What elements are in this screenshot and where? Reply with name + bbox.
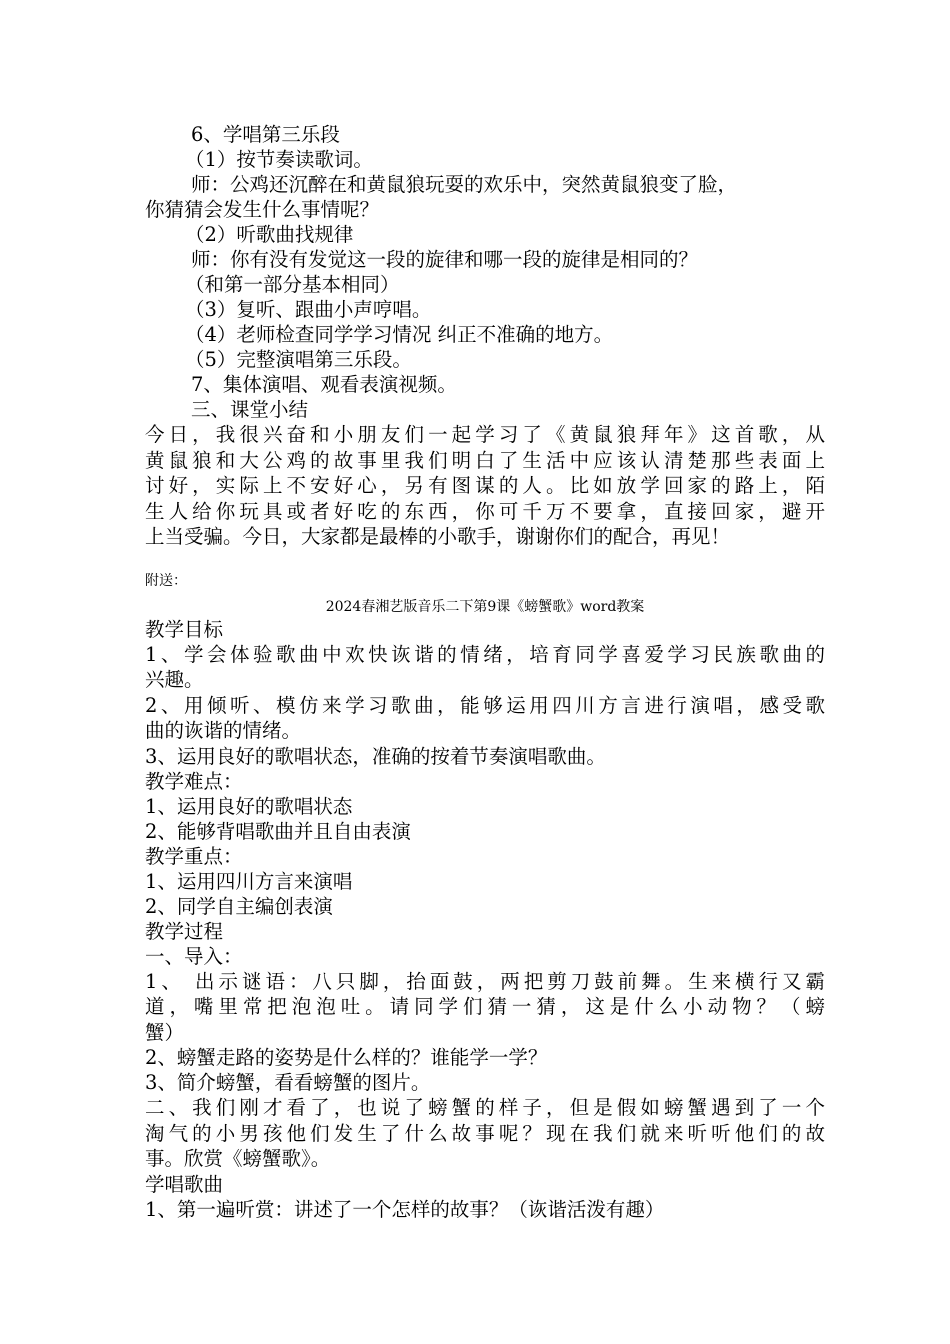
summary-line: 讨好，实际上不安好心，另有图谋的人。比如放学回家的路上，陌 [145,474,825,497]
step6-item-4: （4）老师检查同学学习情况 纠正不准确的地方。 [185,323,614,346]
goal-2 [145,693,825,744]
goal-3: 3、运用良好的歌唱状态，准确的按着节奏演唱歌曲。 [145,744,606,768]
learn-title: 学唱歌曲 [145,1172,224,1196]
difficulty-1: 1、运用良好的歌唱状态 [145,794,353,818]
step6-title: 6、学唱第三乐段 [191,123,340,146]
step6-item-2: （2）听歌曲找规律 [185,223,354,246]
appendix-title: 2024春湘艺版音乐二下第9课《螃蟹歌》word教案 [325,598,645,615]
goals-title: 教学目标 [145,617,224,641]
intro-1-line: 1、 出示谜语：八只脚，抬面鼓，两把剪刀鼓前舞。生来横行又霸 [145,969,825,993]
summary-line: 黄鼠狼和大公鸡的故事里我们明白了生活中应该认清楚那些表面上 [145,448,825,472]
document-page [145,122,825,1222]
goal-1 [145,642,825,693]
summary-line: 上当受骗。今日，大家都是最棒的小歌手，谢谢你们的配合，再见！ [145,525,731,548]
key-title: 教学重点： [145,844,243,868]
teacher-line-2: 师：你有没有发觉这一段的旋律和哪一段的旋律是相同的？ [191,248,699,271]
process-title: 教学过程 [145,919,224,943]
step6-item-1: （1）按节奏读歌词。 [185,148,373,171]
difficulty-title: 教学难点： [145,769,243,793]
step6-item-5: （5）完整演唱第三乐段。 [185,348,412,371]
section-2-line: 事。欣赏《螃蟹歌》。 [145,1147,331,1170]
learn-1: 1、第一遍听赏：讲述了一个怎样的故事？（诙谐活泼有趣） [145,1197,665,1221]
key-1: 1、运用四川方言来演唱 [145,869,353,893]
difficulty-2: 2、能够背唱歌曲并且自由表演 [145,819,411,843]
step6-item-3: （3）复听、跟曲小声哼唱。 [185,298,432,321]
summary-paragraph [145,422,825,550]
step7: 7、集体演唱、观看表演视频。 [191,373,457,396]
summary-line: 生人给你玩具或者好吃的东西，你可千万不要拿，直接回家，避开 [145,499,825,523]
key-2: 2、同学自主编创表演 [145,894,333,918]
teacher-line-1b: 你猜猜会发生什么事情呢？ [145,198,380,221]
goal-1-line: 1、学会体验歌曲中欢快诙谐的情绪，培育同学喜爱学习民族歌曲的 [145,642,825,666]
goal-1-line: 兴趣。 [145,668,204,691]
section-2-line: 淘气的小男孩他们发生了什么故事呢？现在我们就来听听他们的故 [145,1121,825,1145]
intro-title: 一、导入： [145,944,243,968]
intro-1-line: 蟹） [145,1020,185,1044]
summary-title: 三、课堂小结 [191,398,309,421]
intro-1-line: 道，嘴里常把泡泡吐。请同学们猜一猜，这是什么小动物？（螃 [145,995,825,1018]
summary-line: 今日，我很兴奋和小朋友们一起学习了《黄鼠狼拜年》这首歌，从 [145,423,825,446]
goal-2-line: 2、用倾听、模仿来学习歌曲，能够运用四川方言进行演唱，感受歌 [145,693,825,717]
section-2-line: 二、我们刚才看了，也说了螃蟹的样子，但是假如螃蟹遇到了一个 [145,1096,825,1119]
intro-2: 2、螃蟹走路的姿势是什么样的？谁能学一学？ [145,1046,548,1069]
intro-3: 3、简介螃蟹，看看螃蟹的图片。 [145,1071,431,1094]
goal-2-line: 曲的诙谐的情绪。 [145,719,302,742]
appendix-label: 附送： [145,572,187,589]
answer-line-2: （和第一部分基本相同） [185,273,400,296]
teacher-line-1a: 师：公鸡还沉醉在和黄鼠狼玩耍的欢乐中，突然黄鼠狼变了脸， [191,173,738,196]
section-2 [145,1095,825,1172]
intro-1 [145,969,825,1046]
